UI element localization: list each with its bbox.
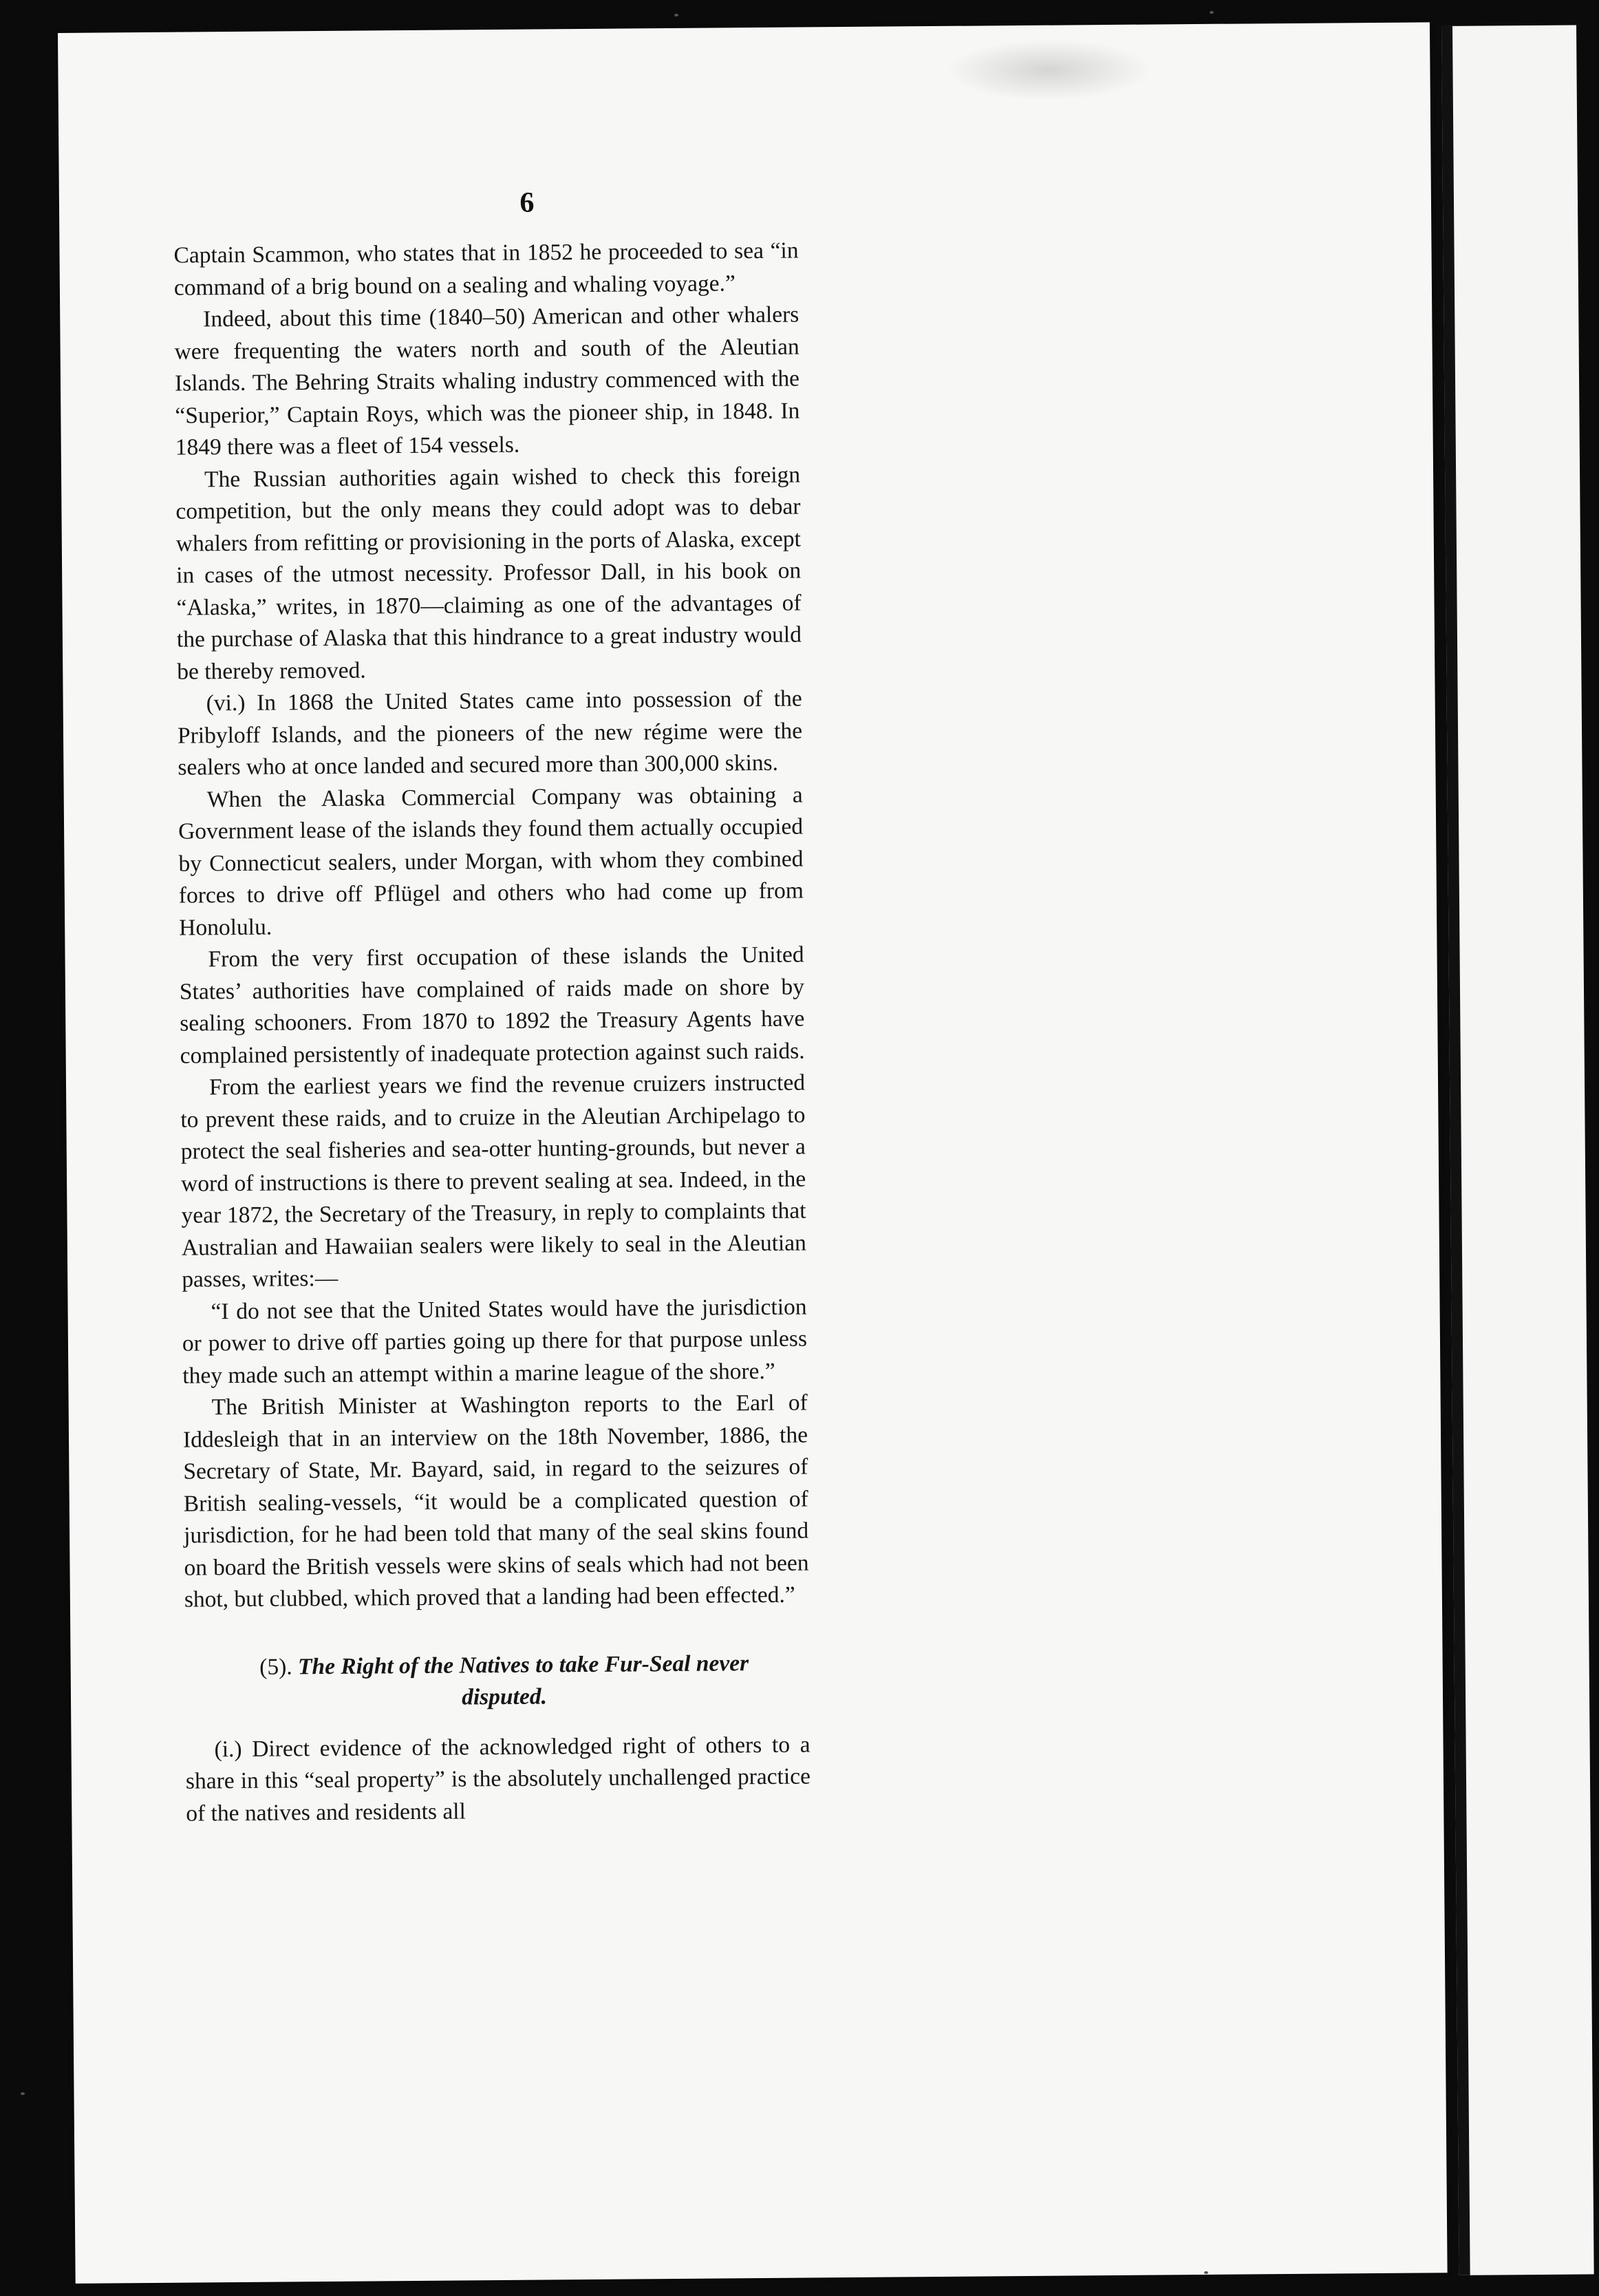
paragraph: (i.) Direct evidence of the acknowledged right of others to a share in this “seal property” is the absolutely unchallenged practice of the natives and residents all xyxy=(185,1731,811,1827)
section-title: The Right of the Natives to take Fur-Seal never disputed. xyxy=(297,1650,749,1710)
scan-speck xyxy=(21,2092,25,2095)
scan-speck xyxy=(674,14,678,17)
paragraph: The British Minister at Washington reports to the Earl of Iddesleigh that in an interview on the 18th November, 1886, the Secretary of State, Mr. Bayard, said, in regard to the seizures of British sealing-vessels, “it would be a complicated question of jurisdiction, for he had been told that many of the seal skins found on board the British vessels were skins of seals which had not been shot, but clubbed, which proved that a landing had been effected.” xyxy=(182,1390,809,1613)
paragraph: From the earliest years we find the revenue cruizers instructed to prevent these raids, and to cruize in the Aleutian Archipelago to protect the seal fisheries and sea-otter hunting-grounds, but never a word of instructions is there to prevent sealing at sea. Indeed, in the year 1872, the Secretary of the Treasury, in reply to complaints that Australian and Hawaiian sealers were likely to seal in the Aleutian passes, writes:— xyxy=(180,1070,806,1293)
page-fold-shadow xyxy=(945,39,1152,102)
adjacent-page-edge xyxy=(1441,25,1594,2275)
scan-speck xyxy=(1204,2271,1208,2274)
document-page xyxy=(58,22,1448,2284)
paragraph: (vi.) In 1868 the United States came into possession of the Pribyloff Islands, and the pioneers of the new régime were the sealers who at once landed and secured more than 300,000 skins. xyxy=(177,685,803,780)
paragraph: From the very first occupation of these islands the United States’ authorities have complained of raids made on shore by sealing schooners. From 1870 to 1892 the Treasury Agents have complained persistently of inadequate protection against such raids. xyxy=(179,942,805,1069)
paragraph: The Russian authorities again wished to check this foreign competition, but the only means they could adopt was to debar whalers from refitting or provisioning in the ports of Alaska, except in cases of the utmost necessity. Professor Dall, in his book on “Alaska,” writes, in 1870—claiming as one of the advantages of the purchase of Alaska that this hindrance to a great industry would be thereby removed. xyxy=(175,462,802,685)
section-heading xyxy=(184,1647,810,1716)
paragraph: Captain Scammon, who states that in 1852 he proceeded to sea “in command of a brig bound on a sealing and whaling voyage.” xyxy=(173,237,799,301)
page-number: 6 xyxy=(519,187,535,219)
paragraph: When the Alaska Commercial Company was obtaining a Government lease of the islands they found them actually occupied by Connecticut sealers, under Morgan, with whom they combined forces to drive off Pflügel and others who had come up from Honolulu. xyxy=(178,782,804,941)
quotation: “I do not see that the United States would have the jurisdiction or power to drive off parties going up there for that purpose unless they made such an attempt within a marine league of the shore.” xyxy=(182,1294,808,1389)
section-number: (5). xyxy=(259,1653,292,1680)
paragraph: Indeed, about this time (1840–50) American and other whalers were frequenting the waters north and south of the Aleutian Islands. The Behring Straits whaling industry commenced with the “Superior,” Captain Roys, which was the pioneer ship, in 1848. In 1849 there was a fleet of 154 vessels. xyxy=(174,301,800,460)
body-text xyxy=(173,235,811,1830)
scan-speck xyxy=(1210,11,1214,14)
